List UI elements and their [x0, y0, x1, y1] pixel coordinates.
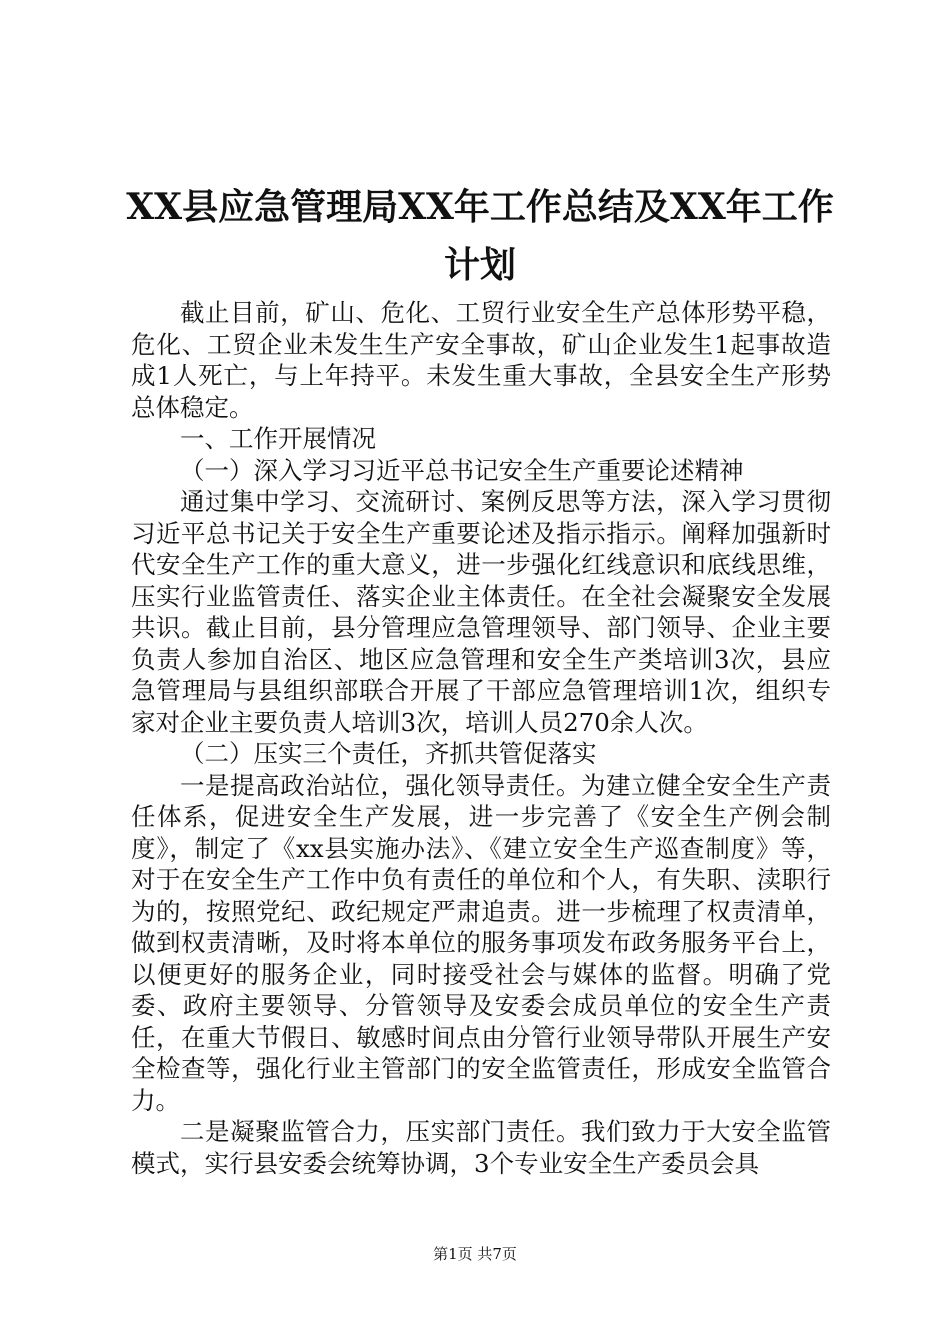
page-number-footer: 第1页 共7页 — [433, 1245, 517, 1263]
document-title: XX县应急管理局XX年工作总结及XX年工作计划 — [126, 186, 834, 286]
document-body — [131, 297, 831, 1179]
body-paragraph: 一是提高政治站位，强化领导责任。为建立健全安全生产责任体系，促进安全生产发展，进一步完善了《安全生产例会制度》，制定了《xx县实施办法》、《建立安全生产巡查制度》等，对于在安全生产工作中负有责任的单位和个人，有失职、渎职行为的，按照党纪、政纪规定严肃追责。进一步梳理了权责清单，做到权责清晰，及时将本单位的服务事项发布政务服务平台上，以便更好的服务企业，同时接受社会与媒体的监督。明确了党委、政府主要领导、分管领导及安委会成员单位的安全生产责任，在重大节假日、敏感时间点由分管行业领导带队开展生产安全检查等，强化行业主管部门的安全监管责任，形成安全监管合力。 — [131, 770, 831, 1115]
intro-paragraph: 截止目前，矿山、危化、工贸行业安全生产总体形势平稳，危化、工贸企业未发生生产安全事故，矿山企业发生1起事故造成1人死亡，与上年持平。未发生重大事故，全县安全生产形势总体稳定。 — [131, 298, 831, 422]
subsection-heading-2: （二）压实三个责任，齐抓共管促落实 — [180, 739, 597, 768]
body-paragraph: 二是凝聚监管合力，压实部门责任。我们致力于大安全监管模式，实行县安委会统筹协调，3个专业安全生产委员会具 — [131, 1117, 831, 1178]
subsection-heading-1: （一）深入学习习近平总书记安全生产重要论述精神 — [180, 455, 744, 485]
body-paragraph: 通过集中学习、交流研讨、案例反思等方法，深入学习贯彻习近平总书记关于安全生产重要论述及指示指示。阐释加强新时代安全生产工作的重大意义，进一步强化红线意识和底线思维，压实行业监管责任、落实企业主体责任。在全社会凝聚安全发展共识。截止目前，县分管理应急管理领导、部门领导、企业主要负责人参加自治区、地区应急管理和安全生产类培训3次，县应急管理局与县组织部联合开展了干部应急管理培训1次，组织专家对企业主要负责人培训3次，培训人员270余人次。 — [131, 487, 831, 737]
section-heading-1: 一、工作开展情况 — [180, 424, 376, 453]
